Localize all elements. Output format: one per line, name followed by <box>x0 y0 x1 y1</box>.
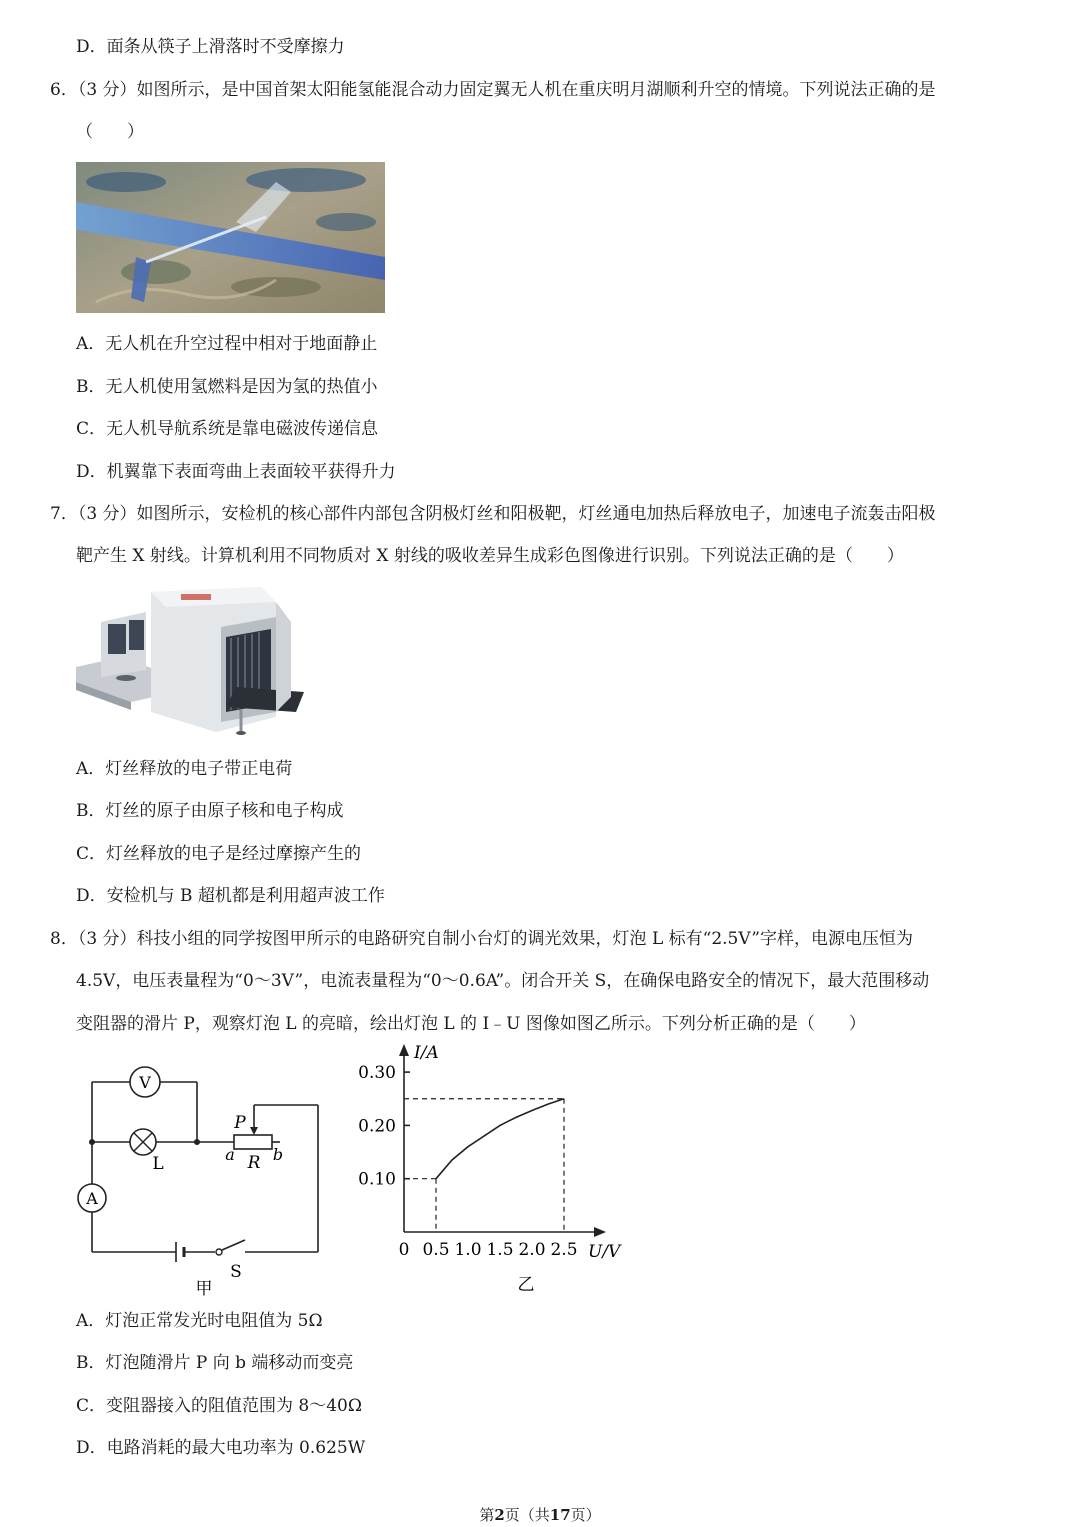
drone-photo <box>76 162 385 313</box>
q6-option-a: A．无人机在升空过程中相对于地面静止 <box>76 334 378 354</box>
y-tick-label: 0.20 <box>358 1116 396 1137</box>
resistor-label: R <box>247 1153 261 1173</box>
y-tick-label: 0.10 <box>358 1169 396 1190</box>
q8-stem-line2: 4.5V，电压表量程为“0～3V”，电流表量程为“0～0.6A”。闭合开关 S，在确保电路安全的情况下，最大范围移动 <box>76 971 930 991</box>
lamp-label: L <box>152 1154 164 1174</box>
slider-arrow <box>250 1127 258 1135</box>
q8-stem-line1: 8．（3 分）科技小组的同学按图甲所示的电路研究自制小台灯的调光效果，灯泡 L 标有“2.5V”字样，电源电压恒为 <box>50 929 913 949</box>
footer-post: 页） <box>570 1506 601 1524</box>
x-tick-label: 1.5 <box>486 1240 514 1260</box>
q8-option-a: A．灯泡正常发光时电阻值为 5Ω <box>76 1311 323 1331</box>
x-axis-arrow <box>594 1227 606 1237</box>
q6-stem-line1: 6．（3 分）如图所示，是中国首架太阳能氢能混合动力固定翼无人机在重庆明月湖顺利升空的情境。下列说法正确的是 <box>50 80 936 100</box>
end-b-label: b <box>272 1145 284 1164</box>
y-tick-label: 0.30 <box>358 1063 396 1084</box>
q7-option-b: B．灯丝的原子由原子核和电子构成 <box>76 801 344 821</box>
footer-pre: 第 <box>479 1506 495 1524</box>
graph-caption: 乙 <box>517 1275 535 1295</box>
circuit-diagram <box>70 1062 340 1302</box>
q8-stem-line3: 变阻器的滑片 P，观察灯泡 L 的亮暗，绘出灯泡 L 的 I﹣U 图像如图乙所示。下列分析正确的是（ ） <box>76 1014 866 1034</box>
x-tick-label: 0.5 <box>422 1240 450 1260</box>
x-tick-label: 1.0 <box>454 1240 482 1260</box>
q6-option-b: B．无人机使用氢燃料是因为氢的热值小 <box>76 377 378 397</box>
q6-option-c: C．无人机导航系统是靠电磁波传递信息 <box>76 419 379 439</box>
footer-mid: 页（共 <box>504 1506 550 1524</box>
q5-option-d: D．面条从筷子上滑落时不受摩擦力 <box>76 37 345 57</box>
ammeter-label: A <box>86 1189 98 1208</box>
x-tick-label: 2.0 <box>518 1240 546 1260</box>
q6-option-d: D．机翼靠下表面弯曲上表面较平获得升力 <box>76 462 396 482</box>
switch-label: S <box>230 1262 242 1282</box>
iu-graph <box>350 1038 640 1298</box>
circuit-svg <box>70 1062 340 1302</box>
graph-ylabel: I/A <box>414 1043 439 1063</box>
circuit-caption: 甲 <box>195 1279 213 1299</box>
q7-stem-line2: 靶产生 X 射线。计算机利用不同物质对 X 射线的吸收差异生成彩色图像进行识别。下列说法正确的是（ ） <box>76 546 904 566</box>
page-footer <box>0 1504 1080 1526</box>
q7-option-c: C．灯丝释放的电子是经过摩擦产生的 <box>76 844 362 864</box>
footer-page-number: 2 <box>494 1506 505 1524</box>
y-axis-arrow <box>399 1044 409 1056</box>
q8-option-d: D．电路消耗的最大电功率为 0.625W <box>76 1438 366 1458</box>
x-tick-label: 2.5 <box>550 1240 578 1260</box>
q7-option-a: A．灯丝释放的电子带正电荷 <box>76 759 293 779</box>
q6-stem-line2: （ ） <box>76 122 144 142</box>
end-a-label: a <box>225 1145 235 1164</box>
slider-label: P <box>234 1113 246 1133</box>
q7-option-d: D．安检机与 B 超机都是利用超声波工作 <box>76 886 385 906</box>
q8-option-c: C．变阻器接入的阻值范围为 8～40Ω <box>76 1396 362 1416</box>
security-scanner-photo <box>76 582 310 742</box>
graph-svg <box>350 1038 640 1298</box>
voltmeter-label: V <box>139 1073 151 1092</box>
iu-curve <box>436 1099 564 1179</box>
graph-origin: 0 <box>398 1240 410 1260</box>
graph-xlabel: U/V <box>588 1242 621 1262</box>
q7-stem-line1: 7．（3 分）如图所示，安检机的核心部件内部包含阴极灯丝和阳极靶，灯丝通电加热后释放电子，加速电子流轰击阳极 <box>50 504 936 524</box>
rheostat-symbol <box>234 1135 272 1149</box>
q8-option-b: B．灯泡随滑片 P 向 b 端移动而变亮 <box>76 1353 354 1373</box>
footer-total-pages: 17 <box>549 1506 571 1524</box>
